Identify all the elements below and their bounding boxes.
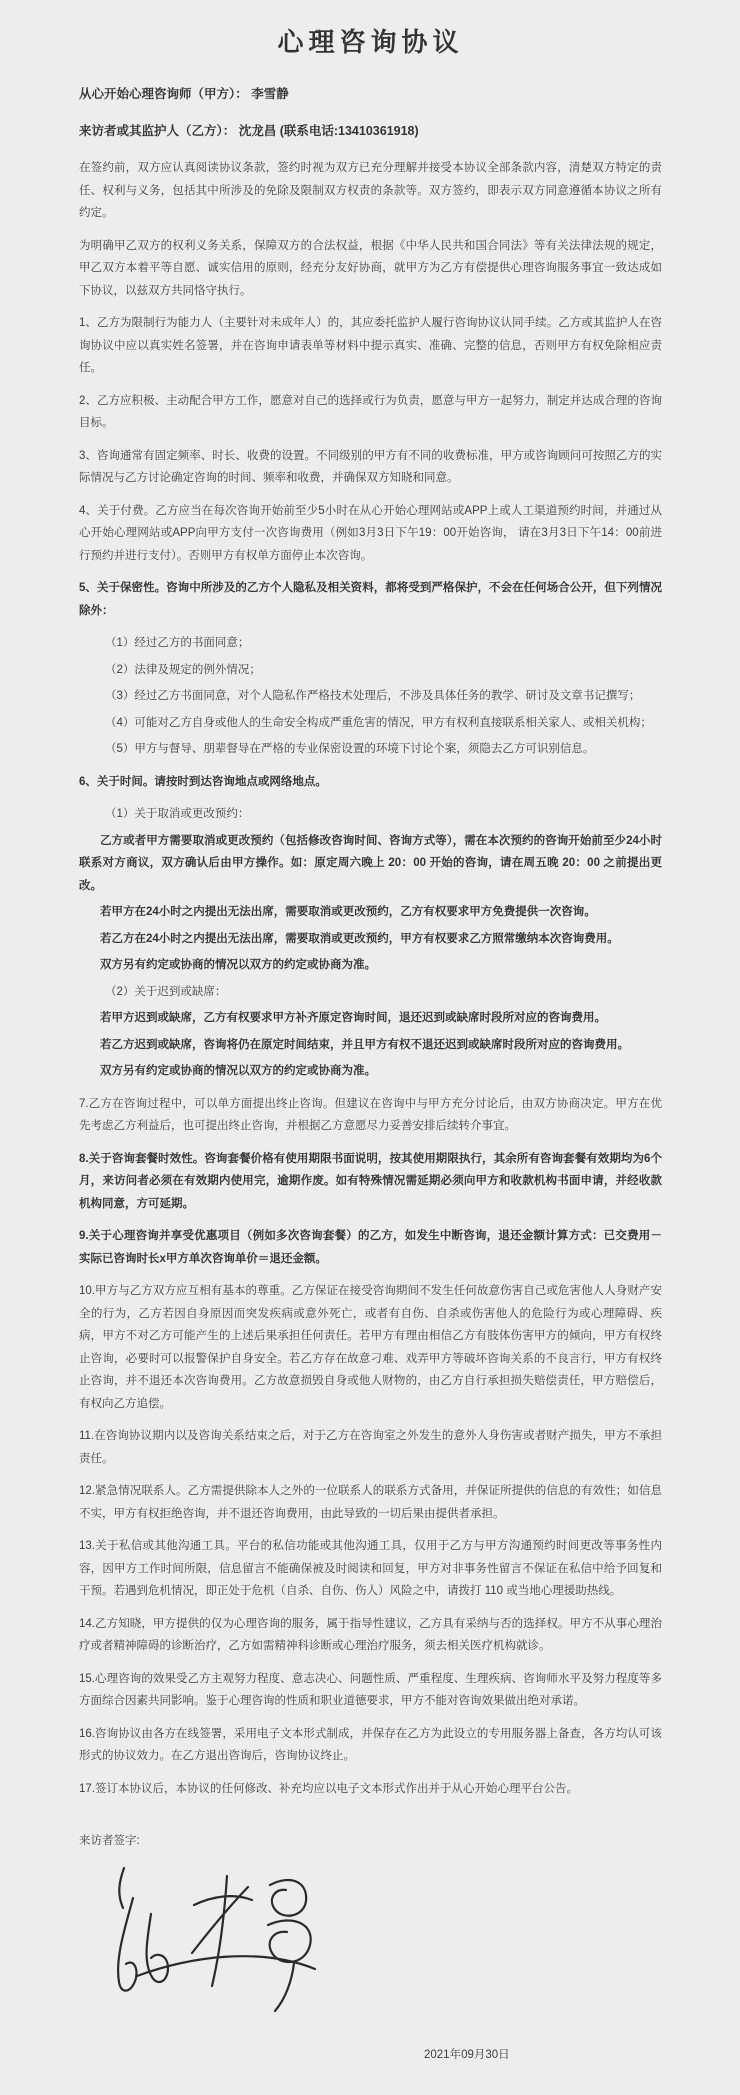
paragraph: 乙方或者甲方需要取消或更改预约（包括修改咨询时间、咨询方式等），需在本次预约的咨询开始前至少24小时联系对方商议，双方确认后由甲方操作。如：原定周六晚上 20：00 开始的咨询，请在周五晚 20：00 之前提出更改。 bbox=[79, 834, 662, 892]
paragraph: 9.关于心理咨询并享受优惠项目（例如多次咨询套餐）的乙方，如发生中断咨询，退还金额计算方式：已交费用－实际已咨询时长x甲方单次咨询单价＝退还金额。 bbox=[79, 1230, 662, 1265]
paragraph: 为明确甲乙双方的权利义务关系，保障双方的合法权益，根据《中华人民共和国合同法》等有关法律法规的规定，甲乙双方本着平等自愿、诚实信用的原则，经充分友好协商，就甲方为乙方有偿提供心理咨询服务事宜一致达成如下协议，以兹双方共同恪守执行。 bbox=[79, 239, 662, 297]
party-b-line: 来访者或其监护人（乙方）： 沈龙昌 (联系电话:13410361918) bbox=[79, 124, 419, 138]
signature-date: 2021年09月30日 bbox=[424, 2049, 510, 2061]
paragraph: 若甲方迟到或缺席，乙方有权要求甲方补齐原定咨询时间，退还迟到或缺席时段所对应的咨询费用。 bbox=[100, 1012, 606, 1024]
signature-handwriting bbox=[109, 1856, 327, 2018]
paragraphs bbox=[79, 157, 662, 1800]
paragraph: 6、关于时间。请按时到达咨询地点或网络地点。 bbox=[79, 775, 327, 788]
paragraph: （1）关于取消或更改预约： bbox=[105, 808, 250, 820]
paragraph: 2、乙方应积极、主动配合甲方工作，愿意对自己的选择或行为负责，愿意与甲方一起努力，制定并达成合理的咨询目标。 bbox=[79, 394, 662, 429]
paragraph: 14.乙方知晓，甲方提供的仅为心理咨询的服务，属于指导性建议，乙方具有采纳与否的选择权。甲方不从事心理治疗或者精神障碍的诊断治疗，乙方如需精神科诊断或心理治疗服务，须去相关医疗机构就诊。 bbox=[79, 1617, 662, 1652]
paragraph: 若乙方在24小时之内提出无法出席，需要取消或更改预约，甲方有权要求乙方照常缴纳本次咨询费用。 bbox=[100, 932, 619, 945]
paragraph: 双方另有约定或协商的情况以双方的约定或协商为准。 bbox=[100, 959, 376, 971]
paragraph: 17.签订本协议后，本协议的任何修改、补充均应以电子文本形式作出并于从心开始心理平台公告。 bbox=[79, 1782, 578, 1795]
paragraph: 15.心理咨询的效果受乙方主观努力程度、意志决心、问题性质、严重程度、生理疾病、咨询师水平及努力程度等多方面综合因素共同影响。鉴于心理咨询的性质和职业道德要求，甲方不能对咨询效果做出绝对承诺。 bbox=[79, 1672, 662, 1707]
paragraph: 双方另有约定或协商的情况以双方的约定或协商为准。 bbox=[100, 1065, 376, 1077]
paragraph: （3）经过乙方书面同意，对个人隐私作严格技术处理后，不涉及具体任务的教学、研讨及文章书记撰写； bbox=[105, 690, 641, 702]
page-title: 心理咨询协议 bbox=[277, 27, 464, 57]
paragraph: （1）经过乙方的书面同意； bbox=[105, 637, 250, 649]
paragraph: 在签约前，双方应认真阅读协议条款，签约时视为双方已充分理解并接受本协议全部条款内容，清楚双方特定的责任、权利与义务，包括其中所涉及的免除及限制双方权责的条款等。双方签约，即表示双方同意遵循本协议之所有约定。 bbox=[79, 162, 662, 219]
paragraph: 4、关于付费。乙方应当在每次咨询开始前至少5小时在从心开始心理网站或APP上或人工渠道预约时间，并通过从心开始心理网站或APP向甲方支付一次咨询费用（例如3月3日下午19：00开始咨询， 请在3月3日下午14：00前进行预约并进行支付）。否则甲方有权单方面停止本次咨询。 bbox=[79, 504, 662, 562]
paragraph: 若乙方迟到或缺席，咨询将仍在原定时间结束，并且甲方有权不退还迟到或缺席时段所对应的咨询费用。 bbox=[100, 1038, 629, 1051]
paragraph: 3、咨询通常有固定频率、时长、收费的设置。不同级别的甲方有不同的收费标准，甲方或咨询顾问可按照乙方的实际情况与乙方讨论确定咨询的时间、频率和收费，并确保双方知晓和同意。 bbox=[79, 449, 662, 484]
paragraph: 5、关于保密性。咨询中所涉及的乙方个人隐私及相关资料，都将受到严格保护，不会在任何场合公开，但下列情况除外： bbox=[79, 582, 662, 617]
visitor-signature-label: 来访者签字: bbox=[79, 1835, 140, 1847]
paragraph: （2）法律及规定的例外情况； bbox=[105, 663, 261, 676]
paragraph: 16.咨询协议由各方在线签署，采用电子文本形式制成，并保存在乙方为此设立的专用服务器上备查，各方均认可该形式的协议效力。在乙方退出咨询后，咨询协议终止。 bbox=[79, 1727, 662, 1762]
paragraph: 10.甲方与乙方双方应互相有基本的尊重。乙方保证在接受咨询期间不发生任何故意伤害自己或危害他人人身财产安全的行为，乙方若因自身原因而突发疾病或意外死亡，或者有自伤、自杀或伤害他人的危险行为或心理障碍、疾病，甲方不对乙方可能产生的上述后果承担任何责任。若甲方有理由相信乙方有肢体伤害甲方的倾向，甲方有权终止咨询，必要时可以报警保护自身安全。若乙方存在故意刁难、戏弄甲方等破坏咨询关系的不良言行，甲方有权终止咨询，并不退还本次咨询费用。乙方故意损毁自身或他人财物的，由乙方自行承担损失赔偿责任，甲方赔偿后，有权向乙方追偿。 bbox=[79, 1285, 662, 1410]
paragraph: 12.紧急情况联系人。乙方需提供除本人之外的一位联系人的联系方式备用，并保证所提供的信息的有效性；如信息不实，甲方有权拒绝咨询，并不退还咨询费用，由此导致的一切后果由提供者承担。 bbox=[79, 1485, 662, 1520]
paragraph: 7.乙方在咨询过程中，可以单方面提出终止咨询。但建议在咨询中与甲方充分讨论后，由双方协商决定。甲方在优先考虑乙方利益后，也可提出终止咨询，并根据乙方意愿尽力妥善安排后续转介事宜。 bbox=[79, 1097, 662, 1132]
paragraph: 若甲方在24小时之内提出无法出席，需要取消或更改预约，乙方有权要求甲方免费提供一次咨询。 bbox=[100, 906, 596, 918]
paragraph: （4）可能对乙方自身或他人的生命安全构成严重危害的情况，甲方有权利直接联系相关家人、或相关机构； bbox=[105, 716, 652, 729]
signature-area bbox=[109, 1856, 662, 2018]
paragraph: 13.关于私信或其他沟通工具。平台的私信功能或其他沟通工具，仅用于乙方与甲方沟通预约时间更改等事务性内容，因甲方工作时间所限，信息留言不能确保被及时阅读和回复，甲方对非事务性留言不保证在私信中给予回复和干预。若遇到危机情况，即正处于危机（自杀、自伤、伤人）风险之中，请拨打 110 或当地心理援助热线。 bbox=[79, 1540, 662, 1597]
paragraph: 11.在咨询协议期内以及咨询关系结束之后，对于乙方在咨询室之外发生的意外人身伤害或者财产损失，甲方不承担责任。 bbox=[79, 1430, 662, 1465]
paragraph: 8.关于咨询套餐时效性。咨询套餐价格有使用期限书面说明，按其使用期限执行，其余所有咨询套餐有效期均为6个月，来访问者必须在有效期内使用完，逾期作废。如有特殊情况需延期必须向甲方和收款机构书面申请，并经收款机构同意，方可延期。 bbox=[79, 1152, 662, 1210]
paragraph: 1、乙方为限制行为能力人（主要针对未成年人）的，其应委托监护人履行咨询协议认同手续。乙方或其监护人在咨询协议中应以真实姓名签署，并在咨询申请表单等材料中提示真实、准确、完整的信息，否则甲方有权免除相应责任。 bbox=[79, 317, 662, 374]
party-a-line: 从心开始心理咨询师（甲方）： 李雪静 bbox=[79, 87, 289, 101]
paragraph: （5）甲方与督导、朋辈督导在严格的专业保密设置的环境下讨论个案，须隐去乙方可识别信息。 bbox=[105, 743, 595, 755]
paragraph: （2）关于迟到或缺席： bbox=[105, 985, 227, 998]
